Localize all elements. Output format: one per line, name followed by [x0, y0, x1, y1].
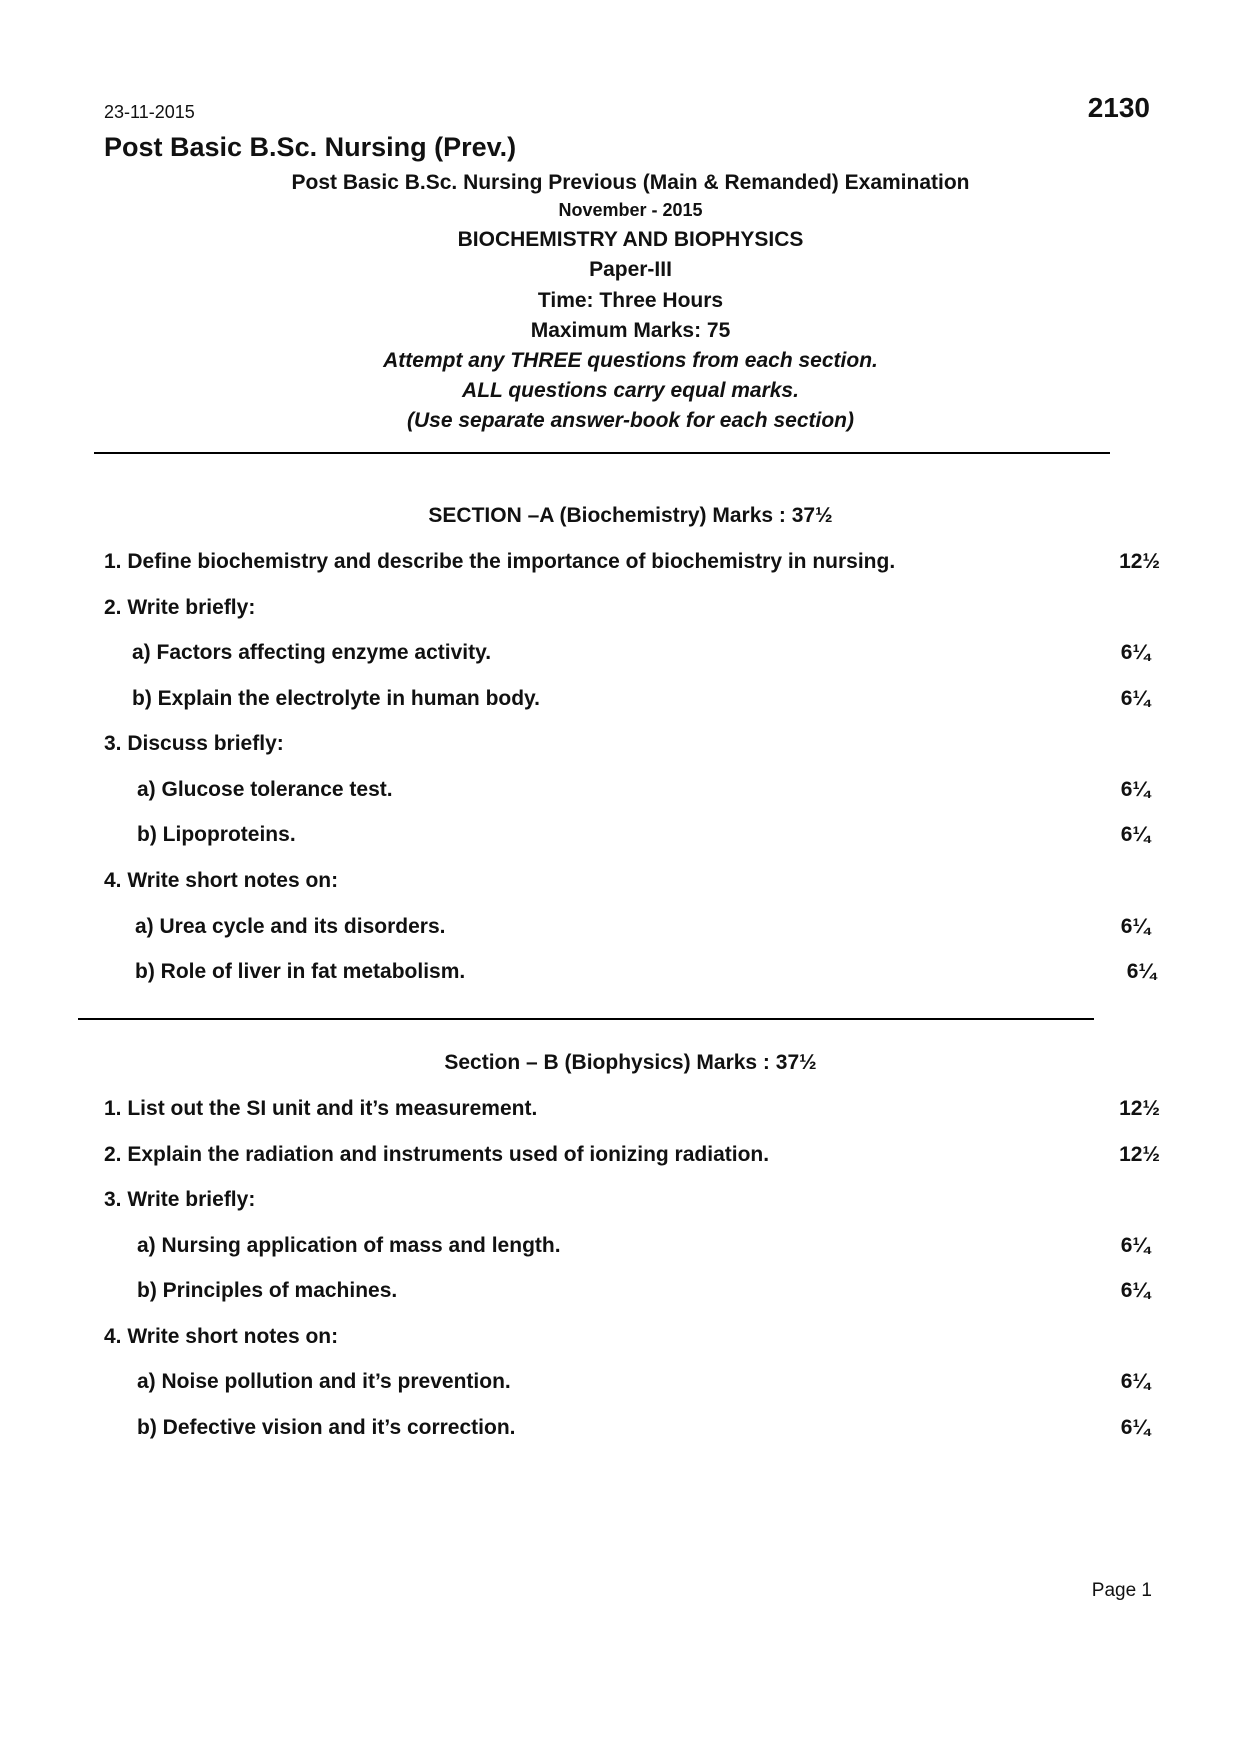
- question-line: 3. Write briefly:: [104, 1188, 256, 1211]
- course-title: Post Basic B.Sc. Nursing (Prev.): [104, 132, 517, 162]
- exam-session: November - 2015: [558, 200, 703, 220]
- question-marks: 6¼: [1120, 823, 1150, 846]
- sub-question-line: b) Defective vision and it’s correction.: [137, 1416, 516, 1439]
- question-marks: 12½: [1119, 1143, 1160, 1166]
- question-line: 1. List out the SI unit and it’s measurement.: [104, 1097, 538, 1120]
- exam-duration: Time: Three Hours: [537, 289, 724, 312]
- question-marks: 6¼: [1120, 1370, 1150, 1393]
- question-marks: 12½: [1119, 1097, 1160, 1120]
- sub-question-line: a) Factors affecting enzyme activity.: [132, 641, 492, 664]
- question-line: 4. Write short notes on:: [104, 1325, 339, 1348]
- section-divider: [78, 1018, 1094, 1020]
- header-divider: [94, 452, 1110, 454]
- paper-number: Paper-III: [589, 258, 672, 281]
- sub-question-line: a) Urea cycle and its disorders.: [135, 915, 446, 938]
- question-marks: 6¼: [1120, 1234, 1150, 1257]
- page-number: Page 1: [1091, 1580, 1152, 1601]
- question-marks: 12½: [1119, 550, 1160, 573]
- subject-title: BIOCHEMISTRY AND BIOPHYSICS: [457, 228, 804, 251]
- question-marks: 6¼: [1120, 1416, 1150, 1439]
- instruction-line: ALL questions carry equal marks.: [462, 379, 799, 402]
- question-marks: 6¼: [1120, 778, 1150, 801]
- instruction-line: (Use separate answer-book for each section): [407, 409, 854, 432]
- exam-name: Post Basic B.Sc. Nursing Previous (Main & Remanded) Examination: [291, 171, 970, 194]
- instruction-line: Attempt any THREE questions from each section.: [383, 349, 878, 372]
- question-marks: 6¼: [1120, 641, 1150, 664]
- sub-question-line: b) Role of liver in fat metabolism.: [135, 960, 466, 983]
- question-line: 2. Explain the radiation and instruments used of ionizing radiation.: [104, 1143, 770, 1166]
- question-marks: 6¼: [1126, 960, 1156, 983]
- question-marks: 6¼: [1120, 1279, 1150, 1302]
- paper-code: 2130: [1087, 92, 1150, 123]
- question-line: 1. Define biochemistry and describe the importance of biochemistry in nursing.: [104, 550, 896, 573]
- sub-question-line: a) Nursing application of mass and length.: [137, 1234, 561, 1257]
- exam-date: 23-11-2015: [104, 102, 195, 122]
- sub-question-line: a) Noise pollution and it’s prevention.: [137, 1370, 511, 1393]
- sub-question-line: b) Principles of machines.: [137, 1279, 398, 1302]
- question-marks: 6¼: [1120, 687, 1150, 710]
- question-line: 4. Write short notes on:: [104, 869, 339, 892]
- sub-question-line: a) Glucose tolerance test.: [137, 778, 393, 801]
- sub-question-line: b) Explain the electrolyte in human body.: [132, 687, 541, 710]
- question-line: 2. Write briefly:: [104, 596, 256, 619]
- section-a-title: SECTION –A (Biochemistry) Marks : 37½: [428, 504, 833, 527]
- question-line: 3. Discuss briefly:: [104, 732, 284, 755]
- sub-question-line: b) Lipoproteins.: [137, 823, 296, 846]
- question-marks: 6¼: [1120, 915, 1150, 938]
- section-b-title: Section – B (Biophysics) Marks : 37½: [444, 1051, 817, 1074]
- maximum-marks: Maximum Marks: 75: [530, 319, 731, 342]
